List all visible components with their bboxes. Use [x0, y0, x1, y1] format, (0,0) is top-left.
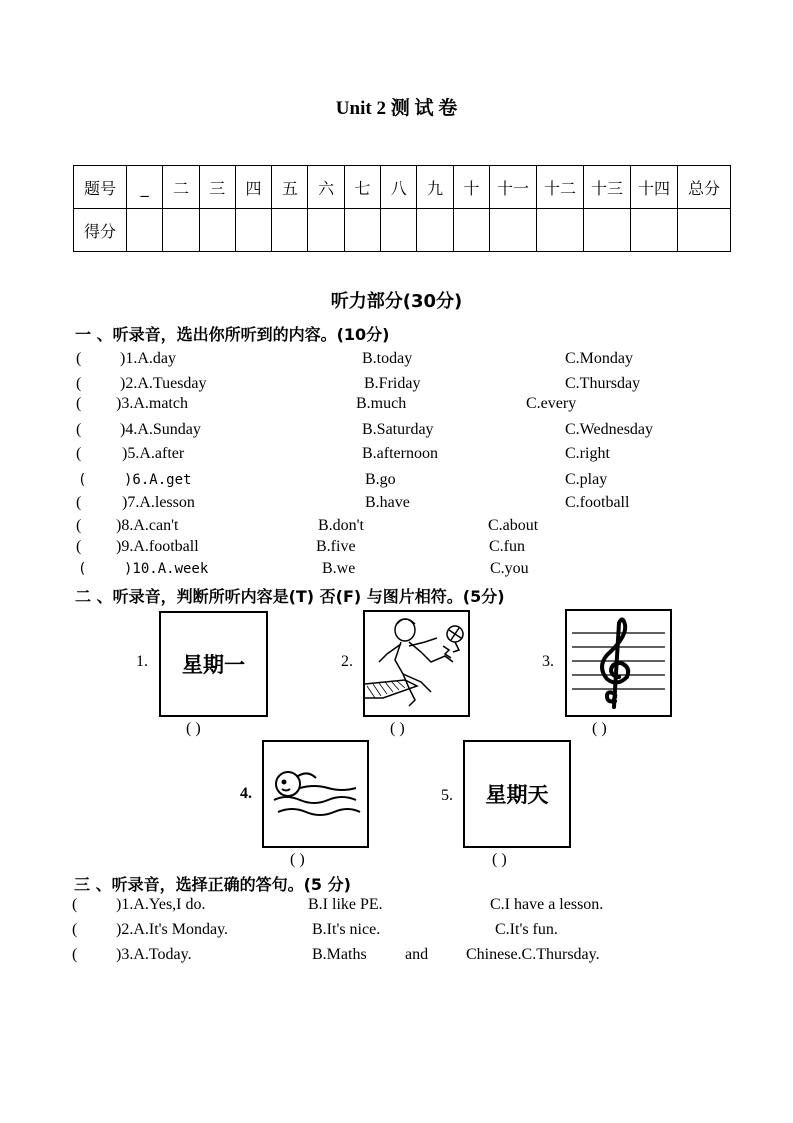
- picture-number: 4.: [240, 785, 252, 802]
- picture-card-4: [262, 740, 369, 848]
- picture-number: 1.: [136, 653, 148, 670]
- answer-paren[interactable]: (: [76, 494, 82, 511]
- score-input-cell[interactable]: [127, 209, 163, 252]
- table-cell: 二: [163, 166, 199, 209]
- option-c: C.It's fun.: [495, 921, 558, 938]
- option-c: C.every: [526, 395, 577, 412]
- option-b: B.don't: [318, 517, 364, 534]
- option-b: B.I like PE.: [308, 896, 383, 913]
- answer-paren[interactable]: (: [72, 946, 78, 963]
- answer-paren[interactable]: (: [76, 395, 82, 412]
- score-input-cell[interactable]: [584, 209, 631, 252]
- table-cell: 十二: [537, 166, 584, 209]
- answer-paren[interactable]: ( ): [592, 720, 607, 737]
- answer-paren[interactable]: ( ): [390, 720, 405, 737]
- option-a: )6.A.get: [124, 472, 192, 488]
- answer-paren[interactable]: (: [76, 375, 82, 392]
- option-b: B.Saturday: [362, 421, 434, 438]
- option-b: B.It's nice.: [312, 921, 381, 938]
- option-a: )1.A.Yes,I do.: [116, 896, 206, 913]
- answer-paren[interactable]: (: [76, 517, 82, 534]
- answer-paren[interactable]: ( ): [290, 851, 305, 868]
- section2-heading: 二 、听录音，判断所听内容是(T) 否(F) 与图片相符。(5分): [75, 587, 505, 606]
- picture-number: 3.: [542, 653, 554, 670]
- score-input-cell[interactable]: [417, 209, 453, 252]
- listening-heading: 听力部分(30分): [330, 291, 463, 312]
- picture-card-3: [565, 609, 672, 717]
- score-input-cell[interactable]: [453, 209, 489, 252]
- picture-card-1: [159, 611, 268, 717]
- table-cell: 十四: [631, 166, 678, 209]
- option-b: B.five: [316, 538, 356, 555]
- section3-heading: 三 、听录音，选择正确的答句。(5 分): [74, 875, 351, 894]
- option-b: B.Friday: [364, 375, 421, 392]
- score-input-cell[interactable]: [344, 209, 380, 252]
- option-c: C.Thursday: [565, 375, 641, 392]
- score-input-cell[interactable]: [163, 209, 199, 252]
- option-a: )4.A.Sunday: [120, 421, 201, 438]
- option-c: C.about: [488, 517, 539, 534]
- table-cell: 总分: [678, 166, 731, 209]
- option-b: B.Maths: [312, 946, 367, 963]
- picture-card-text: 星期天: [485, 783, 549, 807]
- option-a: )5.A.after: [122, 445, 185, 462]
- option-b: B.we: [322, 560, 356, 577]
- table-cell: 六: [308, 166, 344, 209]
- option-c: C.right: [565, 445, 610, 462]
- option-a: )9.A.football: [116, 538, 199, 555]
- answer-paren[interactable]: ( ): [186, 720, 201, 737]
- score-table-score-row: [74, 209, 731, 252]
- score-input-cell[interactable]: [199, 209, 235, 252]
- option-a: )3.A.Today.: [116, 946, 192, 963]
- picture-card-2: [363, 610, 470, 717]
- answer-paren[interactable]: (: [76, 421, 82, 438]
- table-cell: 四: [235, 166, 271, 209]
- page-title: Unit 2 测 试 卷: [335, 98, 458, 119]
- table-cell: 七: [344, 166, 380, 209]
- swimmer-icon: [264, 742, 367, 846]
- option-a: )2.A.It's Monday.: [116, 921, 229, 938]
- table-cell: 九: [417, 166, 453, 209]
- option-b: B.today: [362, 350, 413, 367]
- score-input-cell[interactable]: [490, 209, 537, 252]
- option-b: B.afternoon: [362, 445, 438, 462]
- option-c: C.you: [490, 560, 529, 577]
- option-c: C.play: [565, 471, 608, 488]
- table-cell: 十一: [490, 166, 537, 209]
- option-c: C.fun: [489, 538, 525, 555]
- option-a: )1.A.day: [120, 350, 176, 367]
- table-cell: _: [127, 166, 163, 209]
- score-input-cell[interactable]: [537, 209, 584, 252]
- option-a: )10.A.week: [124, 561, 209, 577]
- option-a: )7.A.lesson: [122, 494, 195, 511]
- option-b-continued: and: [405, 946, 429, 963]
- answer-paren[interactable]: (: [78, 472, 87, 488]
- table-cell: 十三: [584, 166, 631, 209]
- score-input-cell[interactable]: [678, 209, 731, 252]
- answer-paren[interactable]: (: [76, 350, 82, 367]
- picture-card-text: 星期一: [182, 653, 245, 677]
- table-cell: 题号: [74, 166, 127, 209]
- option-c: Chinese.C.Thursday.: [466, 946, 600, 963]
- score-input-cell[interactable]: [631, 209, 678, 252]
- table-cell: 五: [272, 166, 308, 209]
- table-cell: 三: [199, 166, 235, 209]
- option-c: C.Wednesday: [565, 421, 654, 438]
- option-b: B.have: [365, 494, 410, 511]
- score-input-cell[interactable]: [235, 209, 271, 252]
- picture-number: 2.: [341, 653, 353, 670]
- score-input-cell[interactable]: [308, 209, 344, 252]
- option-a: )8.A.can't: [116, 517, 179, 534]
- treble-clef-icon: [567, 611, 670, 715]
- answer-paren[interactable]: (: [72, 896, 78, 913]
- option-c: C.Monday: [565, 350, 633, 367]
- answer-paren[interactable]: ( ): [492, 851, 507, 868]
- table-cell: 十: [453, 166, 489, 209]
- option-b: B.much: [356, 395, 407, 412]
- score-table-header-row: [74, 166, 731, 209]
- answer-paren[interactable]: (: [76, 538, 82, 555]
- answer-paren[interactable]: (: [72, 921, 78, 938]
- option-c: C.football: [565, 494, 630, 511]
- table-cell: 八: [381, 166, 417, 209]
- score-input-cell[interactable]: [381, 209, 417, 252]
- table-cell: 得分: [74, 209, 127, 252]
- option-a: )3.A.match: [116, 395, 188, 412]
- option-b: B.go: [365, 471, 396, 488]
- section1-heading: 一 、听录音，选出你所听到的内容。(10分): [75, 325, 390, 344]
- picture-card-5: [463, 740, 571, 848]
- option-c: C.I have a lesson.: [490, 896, 604, 913]
- score-input-cell[interactable]: [272, 209, 308, 252]
- answer-paren[interactable]: (: [78, 561, 87, 577]
- score-table: [73, 165, 731, 252]
- option-a: )2.A.Tuesday: [120, 375, 207, 392]
- football-player-icon: [365, 612, 468, 715]
- answer-paren[interactable]: (: [76, 445, 82, 462]
- picture-number: 5.: [441, 787, 453, 804]
